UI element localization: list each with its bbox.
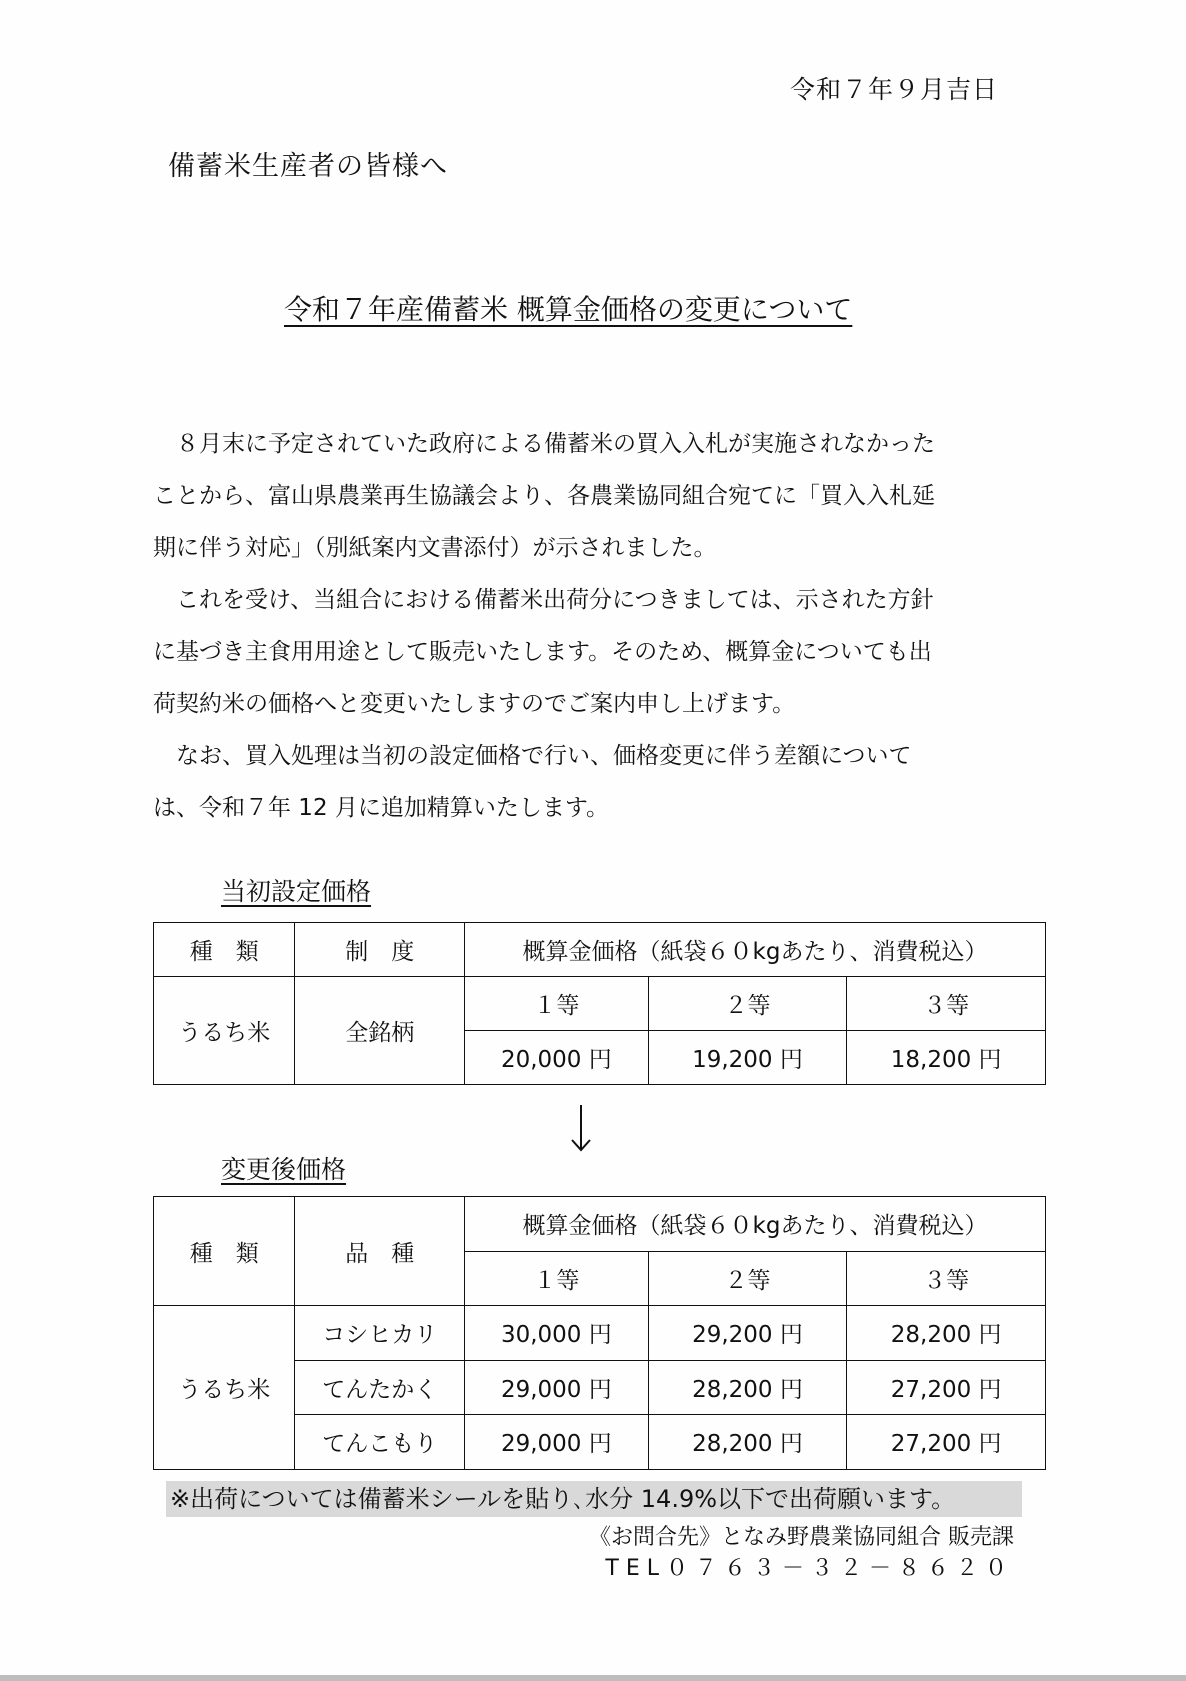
header-type: 種 類 [154,1197,295,1306]
addressee: 備蓄米生産者の皆様へ [168,151,448,182]
body-paragraphs [153,418,1033,834]
grade-1: １等 [465,977,649,1031]
table-header-row [154,923,1046,977]
body-line: これを受け、当組合における備蓄米出荷分につきましては、示された方針 [153,587,934,613]
cell-variety: てんたかく [295,1360,465,1415]
price-grade-1: 30,000 円 [465,1306,649,1361]
cell-variety: てんこもり [295,1415,465,1470]
cell-type: うるち米 [154,977,295,1085]
cell-variety: コシヒカリ [295,1306,465,1361]
header-type: 種 類 [154,923,295,977]
grade-2: ２等 [648,977,847,1031]
document-title: 令和７年産備蓄米 概算金価格の変更について [284,293,853,326]
price-grade-2: 28,200 円 [648,1415,847,1470]
header-price: 概算金価格（紙袋６０kgあたり、消費税込） [465,1197,1046,1252]
changed-prices-label: 変更後価格 [221,1155,347,1184]
price-grade-3: 27,200 円 [847,1415,1046,1470]
initial-prices-label: 当初設定価格 [221,877,372,906]
grade-row [154,977,1046,1031]
price-grade-1: 29,000 円 [465,1360,649,1415]
grade-3: ３等 [847,1251,1046,1306]
body-line: ことから、富山県農業再生協議会より、各農業協同組合宛てに「買入入札延 [153,483,935,509]
cell-type: うるち米 [154,1306,295,1470]
price-grade-1: 29,000 円 [465,1415,649,1470]
grade-1: １等 [465,1251,649,1306]
header-price: 概算金価格（紙袋６０kgあたり、消費税込） [465,923,1046,977]
table-header-row [154,1197,1046,1252]
price-grade-3: 18,200 円 [847,1031,1046,1085]
price-grade-3: 28,200 円 [847,1306,1046,1361]
grade-3: ３等 [847,977,1046,1031]
changed-price-table [153,1196,1046,1470]
price-grade-1: 20,000 円 [465,1031,649,1085]
document-date: 令和７年９月吉日 [790,75,999,104]
table-row [154,1306,1046,1361]
price-grade-2: 28,200 円 [648,1360,847,1415]
price-grade-2: 19,200 円 [648,1031,847,1085]
down-arrow-icon [570,1103,592,1157]
body-line: 期に伴う対応」（別紙案内文書添付）が示されました。 [153,535,717,561]
contact-line: 《お問合先》となみ野農業協同組合 販売課 [589,1525,1014,1550]
grade-2: ２等 [648,1251,847,1306]
price-grade-3: 27,200 円 [847,1360,1046,1415]
body-line: 荷契約米の価格へと変更いたしますのでご案内申し上げます。 [153,691,796,717]
page-bottom-edge [0,1675,1186,1681]
contact-tel: TEL０７６３－３２－８６２０ [605,1556,1014,1581]
price-grade-2: 29,200 円 [648,1306,847,1361]
initial-price-table [153,922,1046,1085]
body-line: に基づき主食用用途として販売いたします。そのため、概算金についても出 [153,639,932,665]
body-line: は、令和７年 12 月に追加精算いたします。 [153,795,610,821]
header-system: 制 度 [295,923,465,977]
shipping-note: ※出荷については備蓄米シールを貼り､水分 14.9%以下で出荷願います。 [166,1481,1022,1517]
cell-system: 全銘柄 [295,977,465,1085]
body-line: なお、買入処理は当初の設定価格で行い、価格変更に伴う差額について [153,743,912,769]
header-variety: 品 種 [295,1197,465,1306]
body-line: ８月末に予定されていた政府による備蓄米の買入入札が実施されなかった [153,431,935,457]
